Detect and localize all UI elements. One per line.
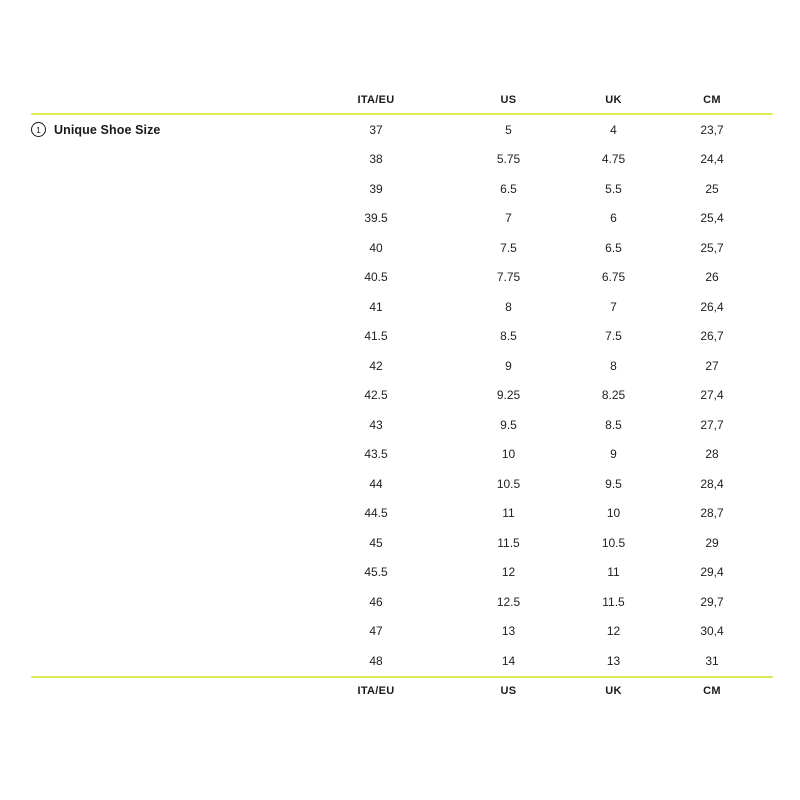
size-value: 26,7 (700, 329, 724, 344)
size-value: 24,4 (700, 152, 724, 167)
size-value: 31 (705, 653, 719, 668)
table-body (31, 115, 773, 676)
table-row (31, 528, 773, 558)
table-row (31, 617, 773, 647)
size-value: 45 (369, 535, 383, 550)
size-value: 6.75 (601, 270, 626, 285)
size-value: 26 (705, 270, 719, 285)
table-row (31, 292, 773, 322)
size-value: 41.5 (364, 329, 388, 344)
table-header-row (31, 87, 773, 113)
size-value: 6.5 (500, 181, 517, 196)
size-value: 26,4 (700, 299, 724, 314)
size-value: 7.75 (496, 270, 521, 285)
size-value: 7 (505, 211, 512, 226)
size-value: 27,7 (700, 417, 724, 432)
circled-1-icon: 1 (31, 122, 46, 137)
size-value: 9 (610, 447, 617, 462)
size-value: 8.25 (601, 388, 626, 403)
table-row (31, 204, 773, 234)
table-row (31, 381, 773, 411)
size-value: 40 (369, 240, 383, 255)
size-value: 8 (505, 299, 512, 314)
size-value: 8 (610, 358, 617, 373)
column-header-cm: CM (703, 94, 721, 106)
size-value: 11.5 (497, 535, 520, 550)
size-value: 9.5 (500, 417, 517, 432)
size-value: 6.5 (605, 240, 622, 255)
size-value: 4.75 (601, 152, 626, 167)
size-value: 44 (369, 476, 383, 491)
size-value: 5.75 (496, 152, 521, 167)
size-value: 39.5 (364, 211, 388, 226)
size-value: 12 (501, 565, 516, 580)
size-value: 7.5 (605, 329, 622, 344)
size-value: 28,7 (700, 506, 724, 521)
size-value: 27 (705, 358, 719, 373)
table-footer-row (31, 678, 773, 704)
table-row (31, 558, 773, 588)
size-value: 29,4 (700, 565, 724, 580)
size-value: 12 (606, 624, 621, 639)
size-value: 12.5 (496, 594, 521, 609)
size-value: 10 (606, 506, 621, 521)
size-value: 47 (369, 624, 383, 639)
table-row (31, 469, 773, 499)
size-value: 43 (369, 417, 383, 432)
size-value: 45.5 (364, 565, 388, 580)
size-value: 38 (369, 152, 383, 167)
table-row (31, 440, 773, 470)
footer-column-cm: CM (703, 684, 721, 697)
size-value: 11 (607, 565, 620, 580)
size-value: 29 (705, 535, 719, 550)
size-value: 44.5 (364, 506, 388, 521)
size-value: 6 (610, 211, 617, 226)
size-value: 23,7 (700, 122, 724, 137)
size-value: 42.5 (364, 388, 388, 403)
table-row (31, 322, 773, 352)
size-value: 13 (501, 624, 516, 639)
size-value: 43.5 (364, 447, 388, 462)
size-value: 10 (501, 447, 516, 462)
table-row (31, 410, 773, 440)
table-row (31, 351, 773, 381)
table-row (31, 233, 773, 263)
table-row (31, 263, 773, 293)
size-value: 30,4 (700, 624, 724, 639)
column-header-ita-eu: ITA/EU (357, 94, 395, 106)
size-value: 7.5 (500, 240, 517, 255)
size-value: 4 (610, 122, 617, 137)
size-conversion-table (31, 87, 773, 704)
table-row (31, 499, 773, 529)
size-value: 25 (705, 181, 719, 196)
size-value: 9.5 (605, 476, 622, 491)
size-value: 8.5 (605, 417, 622, 432)
size-value: 39 (369, 181, 383, 196)
size-value: 37 (369, 122, 383, 137)
size-value: 13 (606, 653, 621, 668)
size-value: 5 (505, 122, 512, 137)
table-row (31, 587, 773, 617)
table-row (31, 646, 773, 676)
size-value: 10.5 (496, 476, 521, 491)
column-header-us: US (500, 94, 517, 106)
size-value: 40.5 (364, 270, 388, 285)
size-value: 28 (705, 447, 719, 462)
footer-column-uk: UK (605, 684, 622, 697)
size-value: 27,4 (700, 388, 724, 403)
size-value: 25,7 (700, 240, 724, 255)
size-value: 5.5 (605, 181, 622, 196)
table-row (31, 174, 773, 204)
unique-shoe-size-text: Unique Shoe Size (54, 122, 161, 137)
size-value: 7 (610, 299, 617, 314)
size-value: 11.5 (602, 594, 625, 609)
table-row (31, 145, 773, 175)
size-value: 28,4 (700, 476, 724, 491)
column-header-uk: UK (605, 94, 622, 106)
size-value: 10.5 (601, 535, 626, 550)
size-value: 29,7 (700, 594, 724, 609)
size-value: 48 (369, 653, 383, 668)
size-value: 11 (502, 506, 515, 521)
unique-shoe-size-label (31, 115, 160, 145)
size-value: 8.5 (500, 329, 517, 344)
size-value: 46 (369, 594, 383, 609)
size-value: 25,4 (700, 211, 724, 226)
size-value: 41 (369, 299, 383, 314)
size-value: 42 (369, 358, 383, 373)
size-value: 9 (505, 358, 512, 373)
footer-column-ita-eu: ITA/EU (357, 684, 395, 697)
size-value: 9.25 (496, 388, 521, 403)
footer-column-us: US (500, 684, 517, 697)
size-value: 14 (501, 653, 516, 668)
